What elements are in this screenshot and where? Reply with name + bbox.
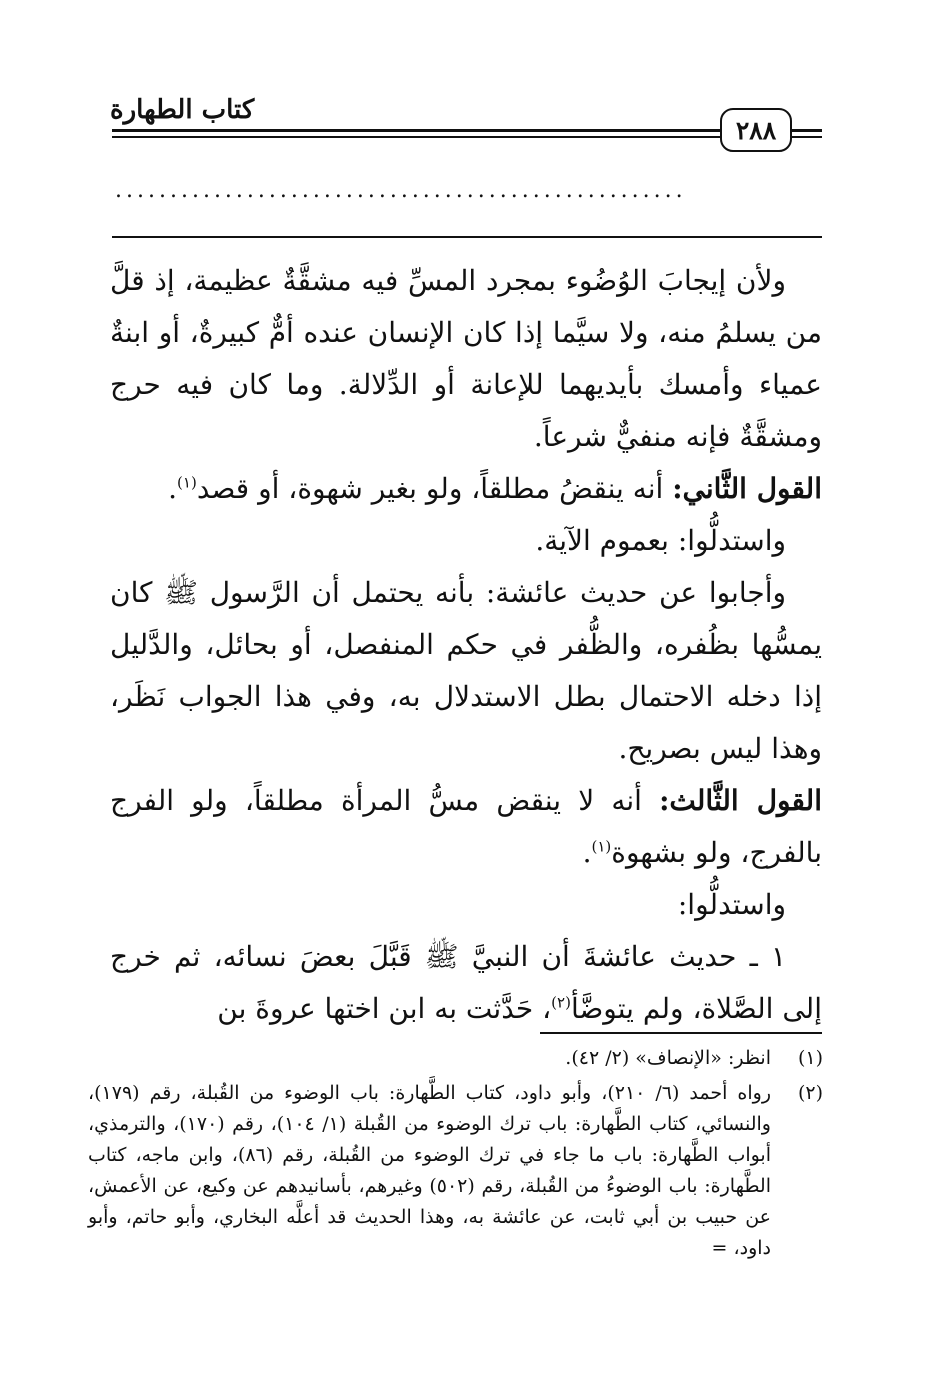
opinion-text: أنه لا ينقض مسُّ المرأة مطلقاً، ولو الفرج بالفرج، ولو بشهوة bbox=[110, 784, 822, 869]
paragraph: ولأن إيجابَ الوُضُوء بمجرد المسِّ فيه مشقَّةٌ عظيمة، إذ قلَّ من يسلمُ منه، ولا سيَّما إذا كان الإنسان عنده أمٌّ كبيرةٌ، أو ابنةٌ عمياء وأمسك بأيديهما للإعانة أو الدِّلالة. وما كان فيه حرج ومشقَّةٌ فإنه منفيٌّ شرعاً. bbox=[110, 264, 822, 453]
evidence-text: ١ ـ حديث عائشةَ أن النبيَّ ﷺ قَبَّلَ بعضَ نسائه، ثم خرج إلى الصَّلاة، ولم يتوضَّأ bbox=[110, 940, 822, 1025]
footnote-text: رواه أحمد (٦/ ٢١٠)، وأبو داود، كتاب الطَّهارة: باب الوضوء من القُبلة، رقم (١٧٩)، والنسائي، كتاب الطَّهارة: باب ترك الوضوء من القُبلة (١/ ١٠٤)، رقم (١٧٠)، والترمذي، أبواب الطَّهارة: باب ما جاء في ترك الوضوء من القُبلة، رقم (٨٦)، وابن ماجه، كتاب الطَّهارة: باب الوضوءُ من القُبلة، رقم (٥٠٢) وغيرهم، بأسانيدهم عن وكيع، عن الأعمش، عن حبيب بن أبي ثابت، عن عائشة به، وهذا الحديث قد أعلَّه البخاري، وأبو حاتم، وأبو داود، = bbox=[88, 1082, 772, 1259]
paragraph-evidence-1 bbox=[110, 931, 822, 1035]
opinion-label: القول الثَّالث: bbox=[659, 784, 822, 817]
content-top-rule bbox=[112, 236, 822, 238]
footnote-item bbox=[88, 1078, 823, 1264]
footnote-item bbox=[88, 1043, 823, 1074]
running-header-title: كتاب الطهارة bbox=[110, 95, 255, 125]
footnote-ref: (١) bbox=[591, 837, 612, 856]
footnote-text: انظر: «الإنصاف» (٢/ ٤٢). bbox=[565, 1047, 771, 1069]
header-rule-thick bbox=[112, 129, 822, 132]
footnote-ref: (١) bbox=[177, 473, 197, 492]
main-text bbox=[110, 255, 822, 1035]
footnotes bbox=[88, 1043, 823, 1268]
footnote-number: (٢) bbox=[797, 1082, 823, 1104]
opinion-text: أنه ينقضُ مطلقاً، ولو بغير شهوة، أو قصد bbox=[196, 472, 673, 505]
period: . bbox=[168, 472, 178, 505]
paragraph: واستدلُّوا: بعموم الآية. bbox=[535, 524, 786, 557]
paragraph: واستدلُّوا: bbox=[677, 888, 786, 921]
footnote-separator bbox=[540, 1032, 822, 1034]
period: . bbox=[582, 836, 592, 869]
footnote-number: (١) bbox=[797, 1047, 823, 1069]
opinion-label: القول الثَّاني: bbox=[672, 472, 822, 505]
footnote-ref: (٢) bbox=[551, 993, 571, 1012]
page-number: ٢٨٨ bbox=[720, 108, 792, 152]
evidence-text-end: ، حَدَّثت به ابن اختها عروةَ بن bbox=[217, 992, 552, 1025]
paragraph-second-opinion bbox=[110, 463, 822, 515]
paragraph: وأجابوا عن حديث عائشة: بأنه يحتمل أن الرَّسول ﷺ كان يمسُّها بظُفره، والظُّفر في حكم المنفصل، أو بحائل، والدَّليل إذا دخله الاحتمال بطل الاستدلال به، وفي هذا الجواب نَظَر، وهذا ليس بصريح. bbox=[110, 576, 822, 765]
ellipsis-separator: .................................................... bbox=[115, 180, 687, 202]
header-rule-thin bbox=[112, 136, 822, 138]
paragraph-third-opinion bbox=[110, 775, 822, 879]
